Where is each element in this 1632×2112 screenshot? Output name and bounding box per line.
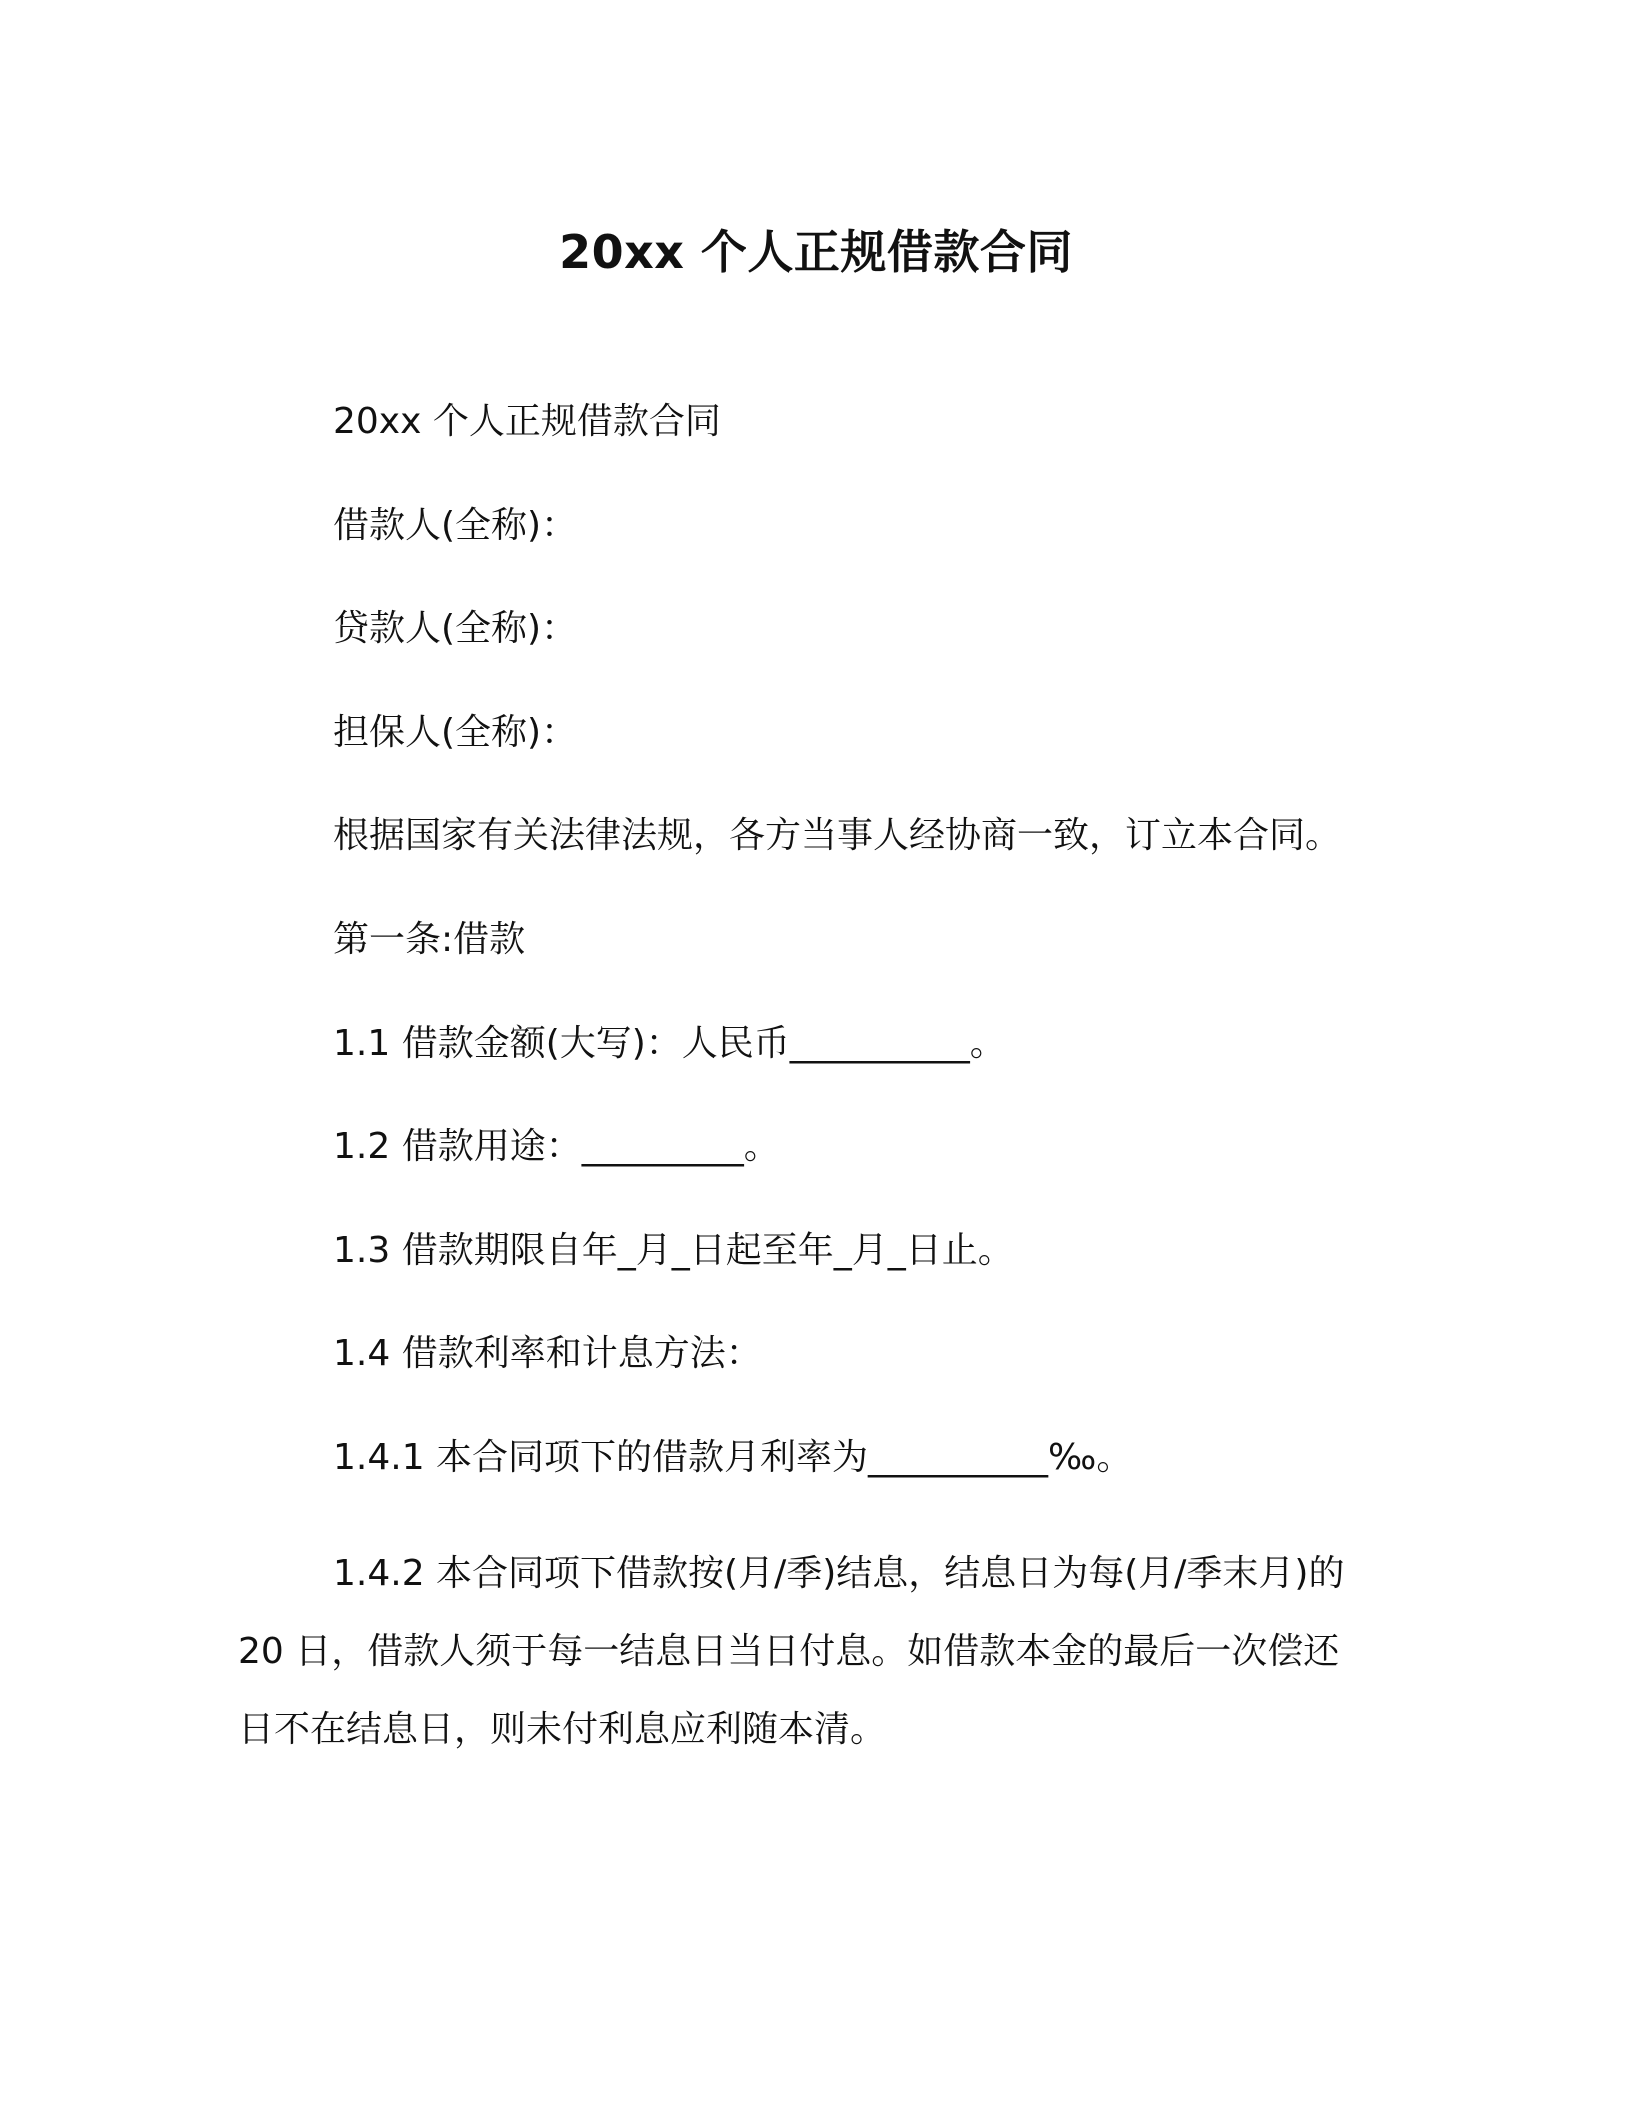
- clause-1-2: 1.2 借款用途：_________。: [333, 1126, 780, 1167]
- subtitle-paragraph: 20xx 个人正规借款合同: [333, 401, 721, 442]
- clause-1-4: 1.4 借款利率和计息方法：: [333, 1333, 762, 1374]
- preamble-paragraph: 根据国家有关法律法规，各方当事人经协商一致，订立本合同。: [333, 815, 1342, 856]
- guarantor-line: 担保人(全称)：: [333, 712, 578, 753]
- clause-1-4-2: 1.4.2 本合同项下借款按(月/季)结息，结息日为每(月/季末月)的20 日，借款人须于每一结息日当日付息。如借款本金的最后一次偿还日不在结息日，则未付利息应利随本清。: [238, 1553, 1345, 1750]
- clause-1-3: 1.3 借款期限自年_月_日起至年_月_日止。: [333, 1230, 1014, 1271]
- article-one-heading: 第一条:借款: [333, 919, 526, 960]
- lender-line: 贷款人(全称)：: [333, 608, 578, 649]
- document-title: 20xx 个人正规借款合同: [559, 225, 1073, 279]
- borrower-line: 借款人(全称)：: [333, 505, 578, 546]
- clause-1-1: 1.1 借款金额(大写)：人民币__________。: [333, 1023, 1006, 1064]
- clause-1-4-1: 1.4.1 本合同项下的借款月利率为__________‰。: [333, 1437, 1133, 1478]
